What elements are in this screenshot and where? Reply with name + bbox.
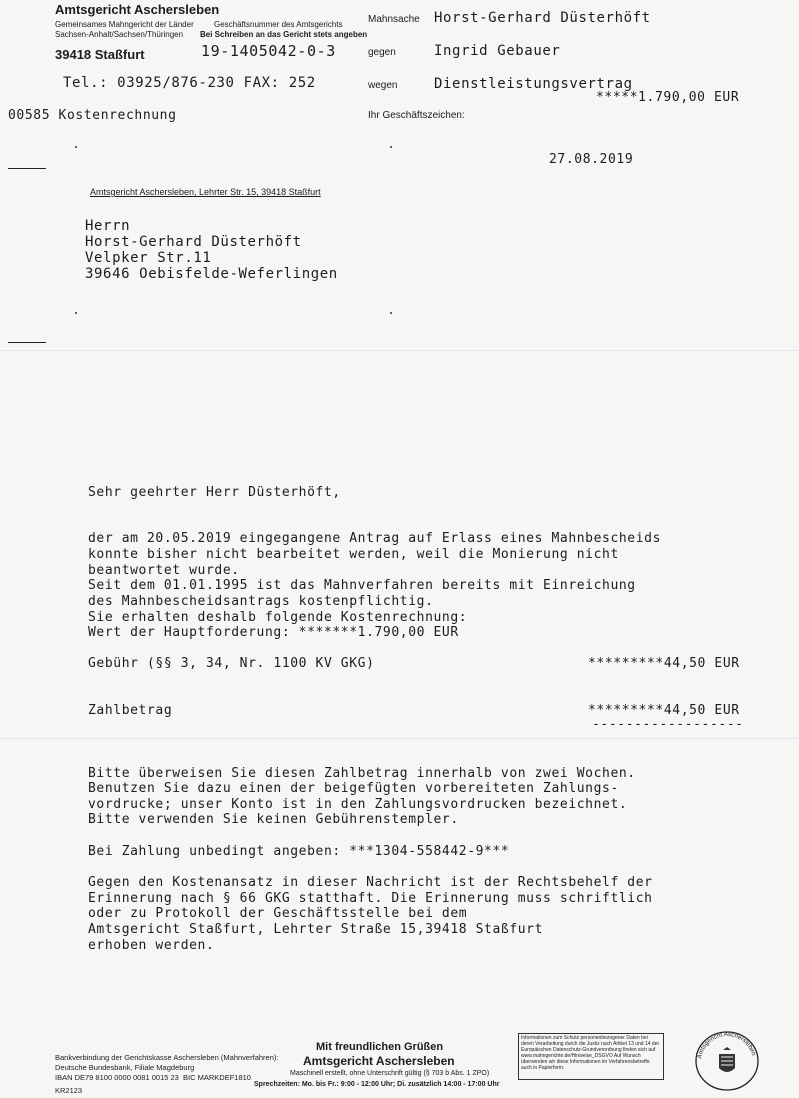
bank-line: Bankverbindung der Gerichtskasse Aschersleben (Mahnverfahren): xyxy=(55,1053,279,1062)
opponent-name: Ingrid Gebauer xyxy=(434,43,561,59)
privacy-notice-text: Informationen zum Schutz personenbezogener Daten bei deren Verarbeitung durch die Justiz nach Artikel 13 und 14 der Europäischen Datenschutz-Grundverordnung finden sich auf www.mahngerichte.de/Hinweise_DSGVO Auf Wunsch übersenden wir diese Informationen im Verfahrensbetreffe auch in Papierform. xyxy=(521,1035,660,1071)
body-line: beantwortet wurde. xyxy=(88,563,240,578)
court-phone: Tel.: 03925/876-230 FAX: 252 xyxy=(63,75,316,91)
total-label: Zahlbetrag xyxy=(88,703,173,718)
footer-court-name: Amtsgericht Aschersleben xyxy=(303,1054,455,1068)
body-line: Gegen den Kostenansatz in dieser Nachricht ist der Rechtsbehelf der xyxy=(88,875,653,890)
body-line: Bitte verwenden Sie keinen Gebührenstempler. xyxy=(88,812,459,827)
recipient-city: 39646 Oebisfelde-Weferlingen xyxy=(85,266,338,282)
bank-line: Deutsche Bundesbank, Filiale Magdeburg xyxy=(55,1063,195,1072)
office-hours: Sprechzeiten: Mo. bis Fr.: 9:00 - 12:00 Uhr; Di. zusätzlich 14:00 - 17:00 Uhr xyxy=(254,1081,500,1088)
body-line: vordrucke; unser Konto ist in den Zahlungsvordrucken bezeichnet. xyxy=(88,797,628,812)
claim-amount: *****1.790,00 EUR xyxy=(596,90,740,105)
document-date: 27.08.2019 xyxy=(549,152,634,167)
body-line: Benutzen Sie dazu einen der beigefügten vorbereiteten Zahlungs- xyxy=(88,781,619,796)
body-line: oder zu Protokoll der Geschäftsstelle bei dem xyxy=(88,906,468,921)
sender-line: Amtsgericht Aschersleben, Lehrter Str. 15, 39418 Staßfurt xyxy=(90,187,321,197)
registration-dot xyxy=(75,146,77,148)
recipient-street: Velpker Str.11 xyxy=(85,250,212,266)
body-line: Seit dem 01.01.1995 ist das Mahnverfahren bereits mit Einreichung xyxy=(88,578,636,593)
case-number: 19-1405042-0-3 xyxy=(201,42,336,60)
recipient-salutation: Herrn xyxy=(85,218,131,234)
fold-mark xyxy=(8,168,46,169)
registration-dot xyxy=(75,312,77,314)
payment-reference: Bei Zahlung unbedingt angeben: ***1304-558442-9*** xyxy=(88,844,510,859)
court-city: 39418 Staßfurt xyxy=(55,47,145,62)
body-line: Sie erhalten deshalb folgende Kostenrechnung: xyxy=(88,610,468,625)
privacy-notice-box xyxy=(518,1033,664,1080)
fold-mark xyxy=(8,342,46,343)
body-line: Erinnerung nach § 66 GKG statthaft. Die Erinnerung muss schriftlich xyxy=(88,891,653,906)
court-subtitle: Gemeinsames Mahngericht der Länder xyxy=(55,20,194,29)
body-line: erhoben werden. xyxy=(88,938,215,953)
court-subtitle: Sachsen-Anhalt/Sachsen/Thüringen xyxy=(55,30,184,39)
machine-note: Maschinell erstellt, ohne Unterschrift gültig (§ 703 b Abs. 1 ZPO) xyxy=(290,1070,490,1077)
applicant-name: Horst-Gerhard Düsterhöft xyxy=(434,10,651,26)
fee-label: Gebühr (§§ 3, 34, Nr. 1100 KV GKG) xyxy=(88,656,375,671)
registration-dot xyxy=(390,146,392,148)
body-line: Bitte überweisen Sie diesen Zahlbetrag innerhalb von zwei Wochen. xyxy=(88,766,636,781)
court-seal-icon xyxy=(692,1028,762,1092)
case-number-hint: Bei Schreiben an das Gericht stets angeben xyxy=(200,30,368,39)
court-name: Amtsgericht Aschersleben xyxy=(55,2,220,17)
body-line: des Mahnbescheidsantrags kostenpflichtig. xyxy=(88,594,434,609)
total-amount: *********44,50 EUR xyxy=(588,703,740,718)
letter-salutation: Sehr geehrter Herr Düsterhöft, xyxy=(88,485,341,500)
main-claim-value: Wert der Hauptforderung: *******1.790,00 EUR xyxy=(88,625,459,640)
fee-amount: *********44,50 EUR xyxy=(588,656,740,671)
seal-text: Amtsgericht Aschersleben xyxy=(696,1030,758,1060)
document-code: 00585 Kostenrechnung xyxy=(8,108,177,123)
case-subject: Dienstleistungsvertrag xyxy=(434,76,633,92)
fold-line xyxy=(0,350,799,351)
total-underline: ------------------ xyxy=(592,717,744,732)
mahnsache-label: Mahnsache xyxy=(368,14,420,25)
recipient-name: Horst-Gerhard Düsterhöft xyxy=(85,234,302,250)
case-number-label: Geschäftsnummer des Amtsgerichts xyxy=(214,20,343,29)
form-code: KR2123 xyxy=(55,1086,83,1095)
fold-line xyxy=(0,738,799,739)
wegen-label: wegen xyxy=(368,80,398,91)
body-line: der am 20.05.2019 eingegangene Antrag auf Erlass eines Mahnbescheids xyxy=(88,531,662,546)
body-line: Amtsgericht Staßfurt, Lehrter Straße 15,39418 Staßfurt xyxy=(88,922,544,937)
reference-label: Ihr Geschäftszeichen: xyxy=(368,110,465,121)
body-line: konnte bisher nicht bearbeitet werden, weil die Monierung nicht xyxy=(88,547,619,562)
closing-greeting: Mit freundlichen Grüßen xyxy=(316,1041,444,1053)
registration-dot xyxy=(390,312,392,314)
bank-iban: IBAN DE79 8100 0000 0081 0015 23 BIC MARKDEF1810 xyxy=(55,1073,251,1082)
gegen-label: gegen xyxy=(368,47,396,58)
